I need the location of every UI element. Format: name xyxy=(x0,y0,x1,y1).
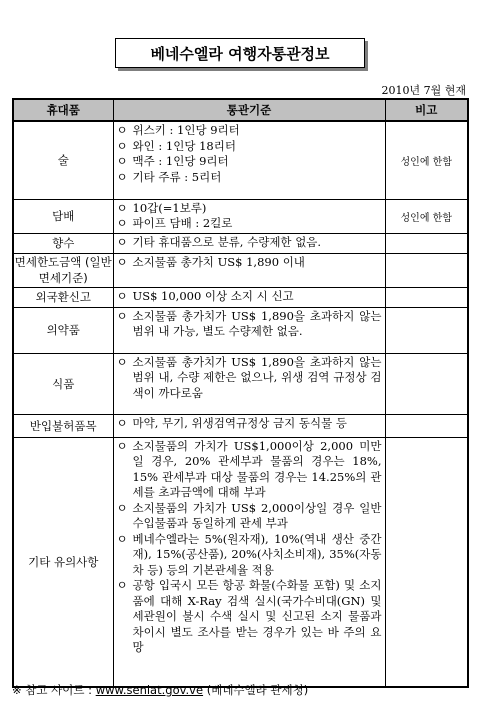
criteria-item xyxy=(117,439,382,501)
criteria-text: 기타 주류 : 5리터 xyxy=(132,169,222,184)
table-row xyxy=(13,307,468,353)
criteria-text: 소지물품의 가치가 US$1,000이상 2,000 미만일 경우, 20% 관세부과 물품의 경우는 18%, 15% 관세부과 대상 물품의 경우는 14.25%의 관세를 초과금액에 대해 부과 xyxy=(132,438,382,499)
bullet-icon: ㅇ xyxy=(116,438,128,453)
bullet-icon: ㅇ xyxy=(116,234,128,249)
header-category: 휴대품 xyxy=(13,99,113,121)
row-note xyxy=(385,414,468,437)
criteria-item xyxy=(117,255,382,271)
row-note xyxy=(385,287,468,307)
criteria-text: 와인 : 1인당 18리터 xyxy=(132,138,236,153)
criteria-text: 소지물품의 가치가 US$ 2,000이상일 경우 일반 수입물품과 동일하게 관세 부과 xyxy=(132,500,382,530)
bullet-icon: ㅇ xyxy=(116,154,128,168)
criteria-text: 파이프 담배 : 2킬로 xyxy=(132,216,233,230)
bullet-icon: ㅇ xyxy=(116,308,128,323)
criteria-text: 마약, 무기, 위생검역규정상 금지 동식물 등 xyxy=(132,415,347,430)
criteria-text: 공항 입국시 모든 항공 화물(수화물 포함) 및 소지품에 대해 X-Ray 검색 실시(국가수비대(GN) 및 세관원이 불시 수색 실시 및 신고된 소지 물품과 차이시 별도 조사를 받는 경우가 있는 바 주의 요망 xyxy=(132,578,382,654)
criteria-text: 소지물품 총가치가 US$ 1,890을 초과하지 않는 범위 내 가능, 별도 수량제한 없음. xyxy=(132,308,382,338)
row-note xyxy=(385,253,468,287)
row-criteria xyxy=(113,437,385,687)
table-row xyxy=(13,353,468,414)
criteria-item xyxy=(117,216,382,232)
criteria-item xyxy=(117,170,382,186)
bullet-icon: ㅇ xyxy=(116,216,128,230)
criteria-item xyxy=(117,139,382,155)
reference-link[interactable]: www.seniat.gov.ve xyxy=(95,683,204,697)
row-criteria xyxy=(113,414,385,437)
criteria-item xyxy=(117,123,382,139)
reference-prefix: ※ 참고 사이트 : xyxy=(12,683,96,697)
criteria-text: 베네수엘라는 5%(원자재), 10%(역내 생산 중간재), 15%(공산품), 20%(사치소비재), 35%(자동차 등) 등의 기본관세율 적용 xyxy=(132,531,382,577)
bullet-icon: ㅇ xyxy=(116,415,128,430)
row-criteria xyxy=(113,353,385,414)
row-note: 성인에 한함 xyxy=(385,199,468,233)
row-category: 식품 xyxy=(13,353,113,414)
criteria-item xyxy=(117,289,382,305)
row-criteria xyxy=(113,233,385,253)
table-row xyxy=(13,121,468,199)
row-criteria xyxy=(113,287,385,307)
row-category: 술 xyxy=(13,121,113,199)
bullet-icon: ㅇ xyxy=(116,138,128,153)
criteria-item xyxy=(117,355,382,402)
table-header-row xyxy=(13,99,468,121)
reference-line xyxy=(12,682,308,698)
criteria-text: US$ 10,000 이상 소지 시 신고 xyxy=(132,288,294,303)
criteria-item xyxy=(117,201,382,217)
criteria-item xyxy=(117,309,382,340)
criteria-text: 위스키 : 1인당 9리터 xyxy=(132,123,240,137)
row-category: 담배 xyxy=(13,199,113,233)
bullet-icon: ㅇ xyxy=(116,123,128,137)
row-category: 면세한도금액 (일반면세기준) xyxy=(14,255,112,285)
row-criteria xyxy=(113,121,385,199)
row-category: 반입불허품목 xyxy=(13,414,113,437)
row-category: 외국환신고 xyxy=(13,287,113,307)
customs-table xyxy=(12,98,469,688)
criteria-item xyxy=(117,532,382,579)
row-note xyxy=(385,353,468,414)
bullet-icon: ㅇ xyxy=(116,200,128,215)
criteria-item xyxy=(117,235,382,251)
row-category: 향수 xyxy=(13,233,113,253)
row-note xyxy=(385,233,468,253)
criteria-item xyxy=(117,154,382,170)
criteria-item xyxy=(117,501,382,532)
row-criteria xyxy=(113,307,385,353)
row-note xyxy=(385,307,468,353)
criteria-item xyxy=(117,416,382,432)
bullet-icon: ㅇ xyxy=(116,354,128,369)
row-criteria xyxy=(113,253,385,287)
row-category: 기타 유의사항 xyxy=(13,437,113,687)
bullet-icon: ㅇ xyxy=(116,169,128,184)
bullet-icon: ㅇ xyxy=(116,500,128,515)
bullet-icon: ㅇ xyxy=(116,254,128,269)
table-row xyxy=(13,287,468,307)
date-label: 2010년 7월 현재 xyxy=(381,84,466,97)
table-row xyxy=(13,233,468,253)
row-criteria xyxy=(113,199,385,233)
row-note: 성인에 한함 xyxy=(385,121,468,199)
table-row xyxy=(13,253,468,287)
criteria-text: 10갑(=1보루) xyxy=(132,200,207,215)
row-note xyxy=(385,437,468,687)
bullet-icon: ㅇ xyxy=(116,531,128,546)
table-row xyxy=(13,437,468,687)
criteria-text: 맥주 : 1인당 9리터 xyxy=(132,154,229,168)
document-title: 베네수엘라 여행자통관정보 xyxy=(115,38,365,68)
reference-suffix: (베네수엘라 관세청) xyxy=(203,683,309,697)
row-category: 의약품 xyxy=(13,307,113,353)
bullet-icon: ㅇ xyxy=(116,288,128,303)
criteria-text: 소지물품 총가치가 US$ 1,890을 초과하지 않는 범위 내, 수량 제한은 없으나, 위생 검역 규정상 검색이 까다로움 xyxy=(132,354,382,400)
table-row xyxy=(13,414,468,437)
criteria-text: 소지물품 총가치 US$ 1,890 이내 xyxy=(132,254,305,269)
criteria-text: 기타 휴대품으로 분류, 수량제한 없음. xyxy=(132,234,322,249)
bullet-icon: ㅇ xyxy=(116,578,128,592)
criteria-item xyxy=(117,578,382,656)
header-criteria: 통관기준 xyxy=(113,99,385,121)
table-row xyxy=(13,199,468,233)
header-note: 비고 xyxy=(385,99,468,121)
